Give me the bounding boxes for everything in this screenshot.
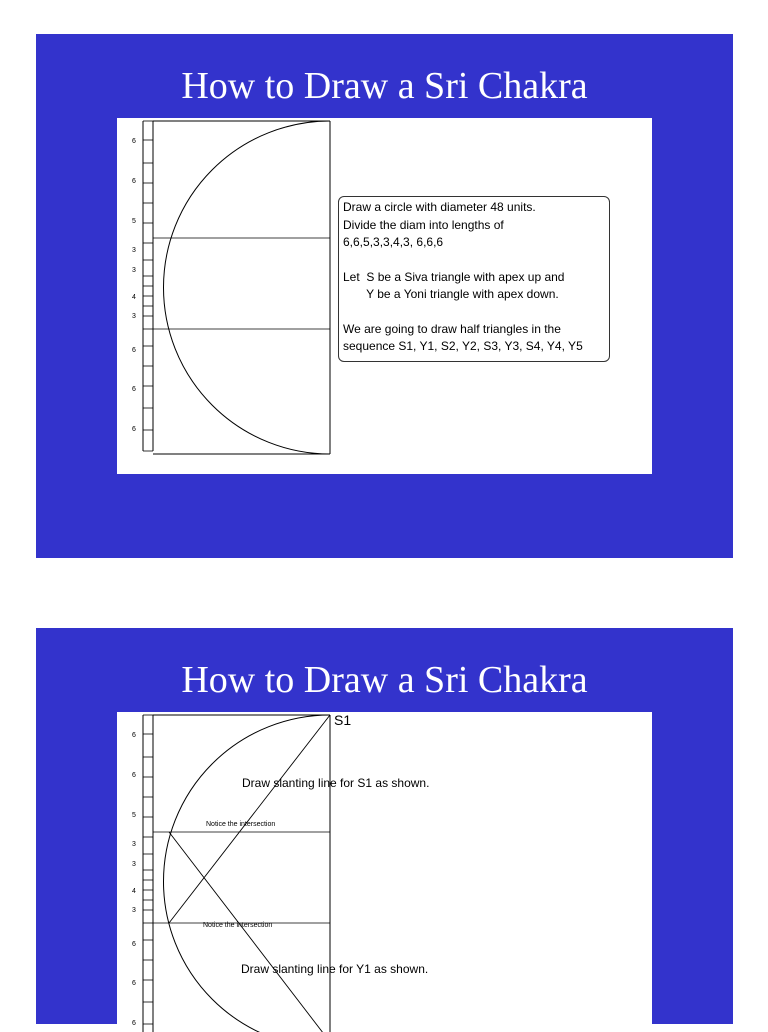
note-line: sequence S1, Y1, S2, Y2, S3, Y3, S4, Y4, Y5 [343,339,583,353]
ruler-tick-label: 3 [132,313,136,320]
note-line: Draw a circle with diameter 48 units. [343,200,536,214]
instruction-box [338,196,610,362]
ruler-tick-label: 6 [132,772,136,779]
ruler-tick-label: 3 [132,267,136,274]
ruler [132,121,153,451]
semicircle-diagram [117,712,652,1032]
diagram-panel [117,712,652,1032]
slide-2 [36,628,733,1027]
ruler-tick-label: 3 [132,841,136,848]
diagram-panel [117,118,652,474]
ruler-tick-label: 6 [132,138,136,145]
note-line-blank [343,304,605,321]
ruler-tick-label: 5 [132,812,136,819]
ruler-tick-label: 6 [132,178,136,185]
slide-1 [36,34,733,558]
s1-label: S1 [334,712,352,728]
note-line: We are going to draw half triangles in the [343,321,561,336]
semicircle-arc [164,121,330,454]
ruler-ticks [143,715,153,1032]
ruler-tick-label: 6 [132,426,136,433]
note-line: Let S be a Siva triangle with apex up and [343,269,565,284]
note-line: 6,6,5,3,3,4,3, 6,6,6 [343,235,444,249]
ruler-tick-label: 6 [132,980,136,987]
note-line: Y be a Yoni triangle with apex down. [343,287,559,301]
slide-title: How to Draw a Sri Chakra [181,65,588,107]
note-line: Divide the diam into lengths of [343,217,504,232]
y1-slanting-line [169,832,330,1032]
semicircle-arc [164,715,330,1032]
ruler-labels [132,138,136,433]
ruler-tick-label: 4 [132,888,136,895]
ruler-tick-label: 4 [132,294,136,301]
ruler-labels [132,732,136,1027]
ruler-tick-label: 6 [132,347,136,354]
ruler [132,715,153,1032]
notice-intersection-1: Notice the intersection [206,821,276,828]
notice-intersection-2: Notice the intersection [203,922,273,929]
instruction-y1: Draw slanting line for Y1 as shown. [241,962,429,976]
note-line-blank [343,252,605,269]
ruler-tick-label: 3 [132,247,136,254]
ruler-tick-label: 6 [132,1020,136,1027]
ruler-tick-label: 6 [132,941,136,948]
ruler-ticks [143,121,153,451]
ruler-tick-label: 3 [132,861,136,868]
slide-title: How to Draw a Sri Chakra [181,659,588,701]
ruler-tick-label: 3 [132,907,136,914]
s1-slanting-line [169,715,330,923]
instruction-s1: Draw slanting line for S1 as shown. [242,776,430,790]
ruler-tick-label: 5 [132,218,136,225]
ruler-tick-label: 6 [132,732,136,739]
ruler-tick-label: 6 [132,386,136,393]
